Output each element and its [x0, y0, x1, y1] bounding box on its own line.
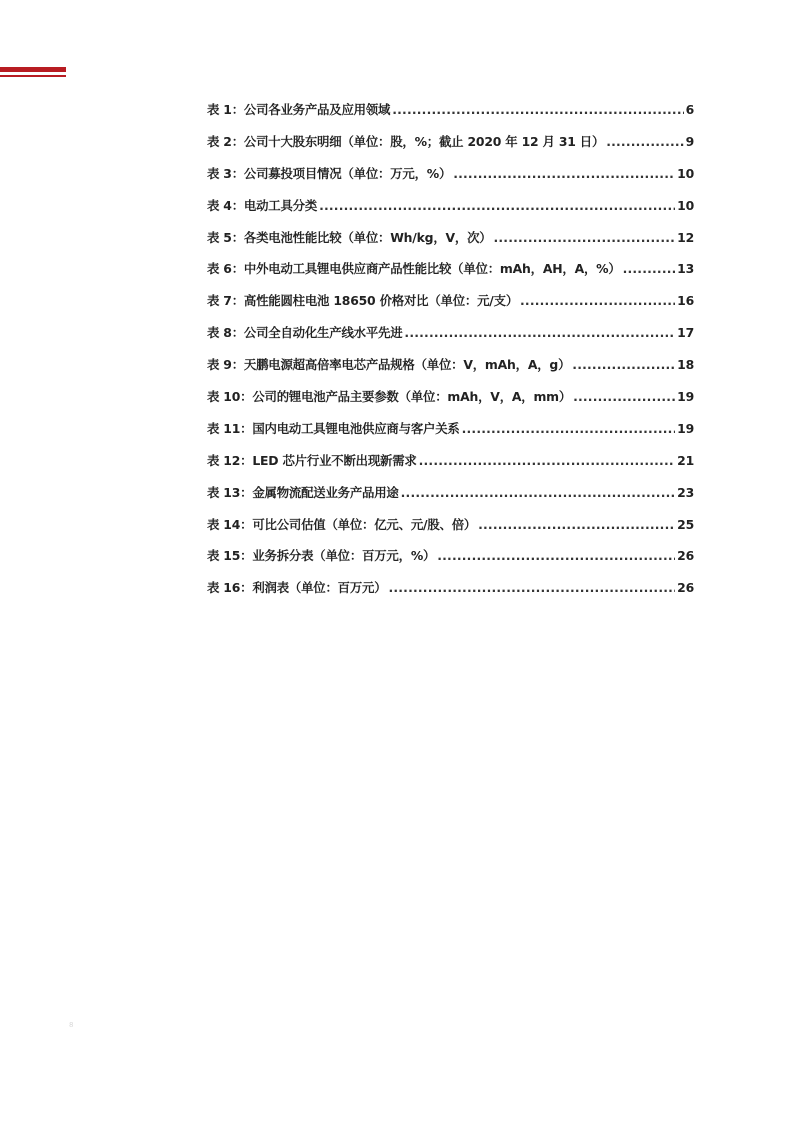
toc-entry-page: 21 [677, 452, 694, 468]
toc-entry-page: 18 [677, 357, 694, 373]
toc-entry[interactable] [207, 386, 694, 418]
toc-entry[interactable] [207, 577, 694, 609]
toc-dot-leader [462, 418, 676, 440]
toc-entry-title: 表 15：业务拆分表（单位：百万元，%） [207, 548, 436, 564]
toc-entry-title: 表 4：电动工具分类 [207, 197, 318, 213]
toc-dot-leader [392, 99, 683, 121]
header-accent-bar-thin [0, 75, 66, 77]
toc-entry-title: 表 2：公司十大股东明细（单位：股，%；截止 2020 年 12 月 31 日） [207, 133, 605, 149]
toc-entry-title: 表 11：国内电动工具锂电池供应商与客户关系 [207, 420, 460, 436]
toc-entry-title: 表 6：中外电动工具锂电供应商产品性能比较（单位：mAh，AH，A，%） [207, 261, 621, 277]
toc-entry[interactable] [207, 322, 694, 354]
toc-entry-title: 表 10：公司的锂电池产品主要参数（单位：mAh，V，A，mm） [207, 389, 572, 405]
toc-dot-leader [319, 195, 675, 217]
toc-entry-title: 表 12：LED 芯片行业不断出现新需求 [207, 452, 417, 468]
toc-entry-title: 表 3：公司募投项目情况（单位：万元，%） [207, 165, 452, 181]
toc-entry-page: 26 [677, 580, 694, 596]
toc-entry[interactable] [207, 290, 694, 322]
toc-dot-leader [493, 227, 675, 249]
toc-entry-title: 表 14：可比公司估值（单位：亿元、元/股、倍） [207, 516, 477, 532]
toc-entry-title: 表 16：利润表（单位：百万元） [207, 580, 387, 596]
toc-entry-title: 表 9：天鹏电源超高倍率电芯产品规格（单位：V，mAh，A，g） [207, 357, 571, 373]
toc-entry-page: 16 [677, 293, 694, 309]
toc-dot-leader [404, 322, 675, 344]
toc-dot-leader [453, 163, 675, 185]
toc-entry[interactable] [207, 99, 694, 131]
table-of-tables [207, 99, 694, 609]
toc-entry-title: 表 7：高性能圆柱电池 18650 价格对比（单位：元/支） [207, 293, 519, 309]
toc-entry[interactable] [207, 195, 694, 227]
toc-entry[interactable] [207, 258, 694, 290]
toc-dot-leader [573, 386, 675, 408]
toc-entry-page: 13 [677, 261, 694, 277]
toc-entry[interactable] [207, 514, 694, 546]
toc-entry-page: 9 [685, 133, 694, 149]
toc-entry-page: 10 [677, 165, 694, 181]
toc-entry-page: 25 [677, 516, 694, 532]
toc-entry-page: 17 [677, 325, 694, 341]
toc-entry-page: 19 [677, 389, 694, 405]
toc-dot-leader [419, 450, 676, 472]
toc-dot-leader [606, 131, 683, 153]
toc-dot-leader [401, 482, 676, 504]
toc-entry-title: 表 8：公司全自动化生产线水平先进 [207, 325, 403, 341]
toc-entry[interactable] [207, 227, 694, 259]
toc-entry-page: 6 [685, 102, 694, 117]
toc-entry-title: 表 5：各类电池性能比较（单位：Wh/kg，V，次） [207, 229, 492, 245]
toc-entry[interactable] [207, 450, 694, 482]
toc-entry-page: 10 [677, 197, 694, 213]
toc-entry[interactable] [207, 482, 694, 514]
toc-entry-page: 19 [677, 420, 694, 436]
toc-entry-title: 表 1：公司各业务产品及应用领域 [207, 102, 391, 117]
toc-dot-leader [478, 514, 675, 536]
toc-dot-leader [623, 258, 676, 280]
page-number: 8 [69, 1021, 74, 1029]
header-accent-bar-thick [0, 67, 66, 72]
toc-entry[interactable] [207, 131, 694, 163]
toc-entry[interactable] [207, 163, 694, 195]
toc-entry[interactable] [207, 545, 694, 577]
toc-entry-page: 26 [677, 548, 694, 564]
toc-entry[interactable] [207, 418, 694, 450]
toc-entry-page: 12 [677, 229, 694, 245]
toc-dot-leader [520, 290, 675, 312]
toc-entry-title: 表 13：金属物流配送业务产品用途 [207, 484, 399, 500]
toc-entry-page: 23 [677, 484, 694, 500]
toc-entry[interactable] [207, 354, 694, 386]
toc-dot-leader [388, 577, 675, 599]
toc-dot-leader [437, 545, 675, 567]
toc-dot-leader [572, 354, 675, 376]
